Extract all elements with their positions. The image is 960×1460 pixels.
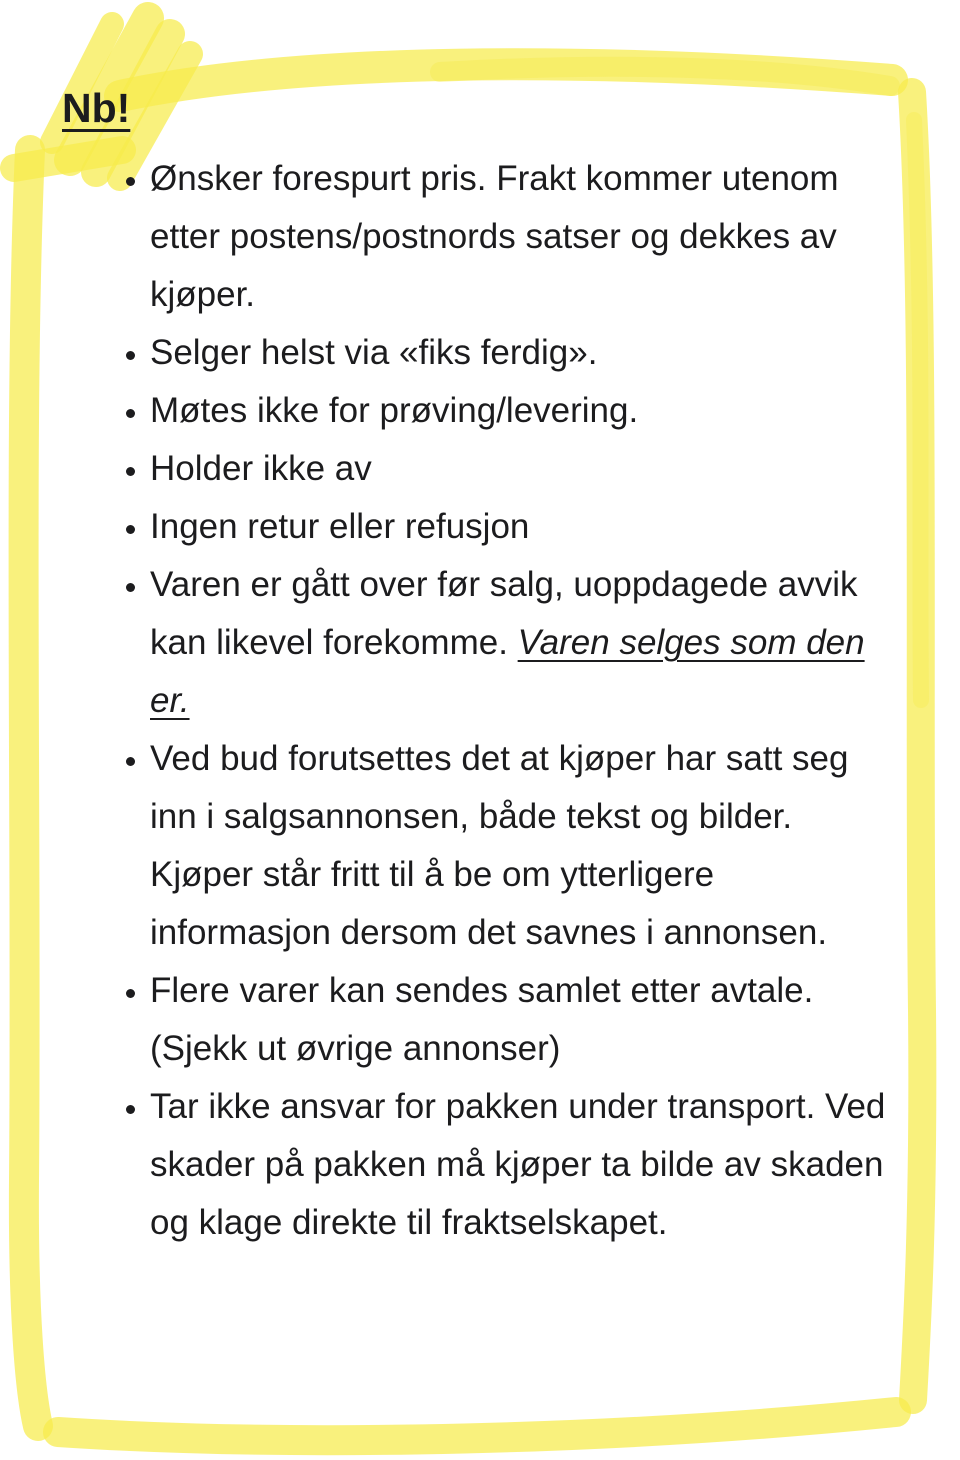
bullet-text-segment: Ved bud forutsettes det at kjøper har satt seg inn i salgsannonsen, både tekst og bilder. Kjøper står fritt til å be om ytterligere informasjon dersom det savnes i annonsen.: [150, 739, 849, 952]
list-item: [150, 150, 886, 324]
list-item: [150, 440, 886, 498]
list-item: [150, 382, 886, 440]
bullet-text-segment: Varen er gått over før salg, uoppdagede avvik kan likevel forekomme.: [150, 565, 858, 662]
bullet-text-segment: Varen selges som den er.: [150, 623, 865, 720]
bullet-text-segment: Ingen retur eller refusjon: [150, 507, 530, 546]
list-item: [150, 730, 886, 962]
bullet-text-segment: Ønsker forespurt pris. Frakt kommer utenom etter postens/postnords satser og dekkes av kjøper.: [150, 159, 839, 314]
list-item: [150, 324, 886, 382]
page-title: Nb!: [62, 85, 131, 131]
bullet-text-segment: Møtes ikke for prøving/levering.: [150, 391, 639, 430]
bullet-text-segment: Holder ikke av: [150, 449, 372, 488]
list-item: [150, 1078, 886, 1252]
bullet-text-segment: Selger helst via «fiks ferdig».: [150, 333, 598, 372]
bullet-text-segment: Tar ikke ansvar for pakken under transport. Ved skader på pakken må kjøper ta bilde av skaden og klage direkte til fraktselskapet.: [150, 1087, 886, 1242]
bullet-text-segment: Flere varer kan sendes samlet etter avtale. (Sjekk ut øvrige annonser): [150, 971, 814, 1068]
list-item: [150, 556, 886, 730]
bullet-list: [110, 150, 886, 1252]
list-item: [150, 498, 886, 556]
list-item: [150, 962, 886, 1078]
highlighter-bottom-stroke: [58, 1412, 896, 1440]
